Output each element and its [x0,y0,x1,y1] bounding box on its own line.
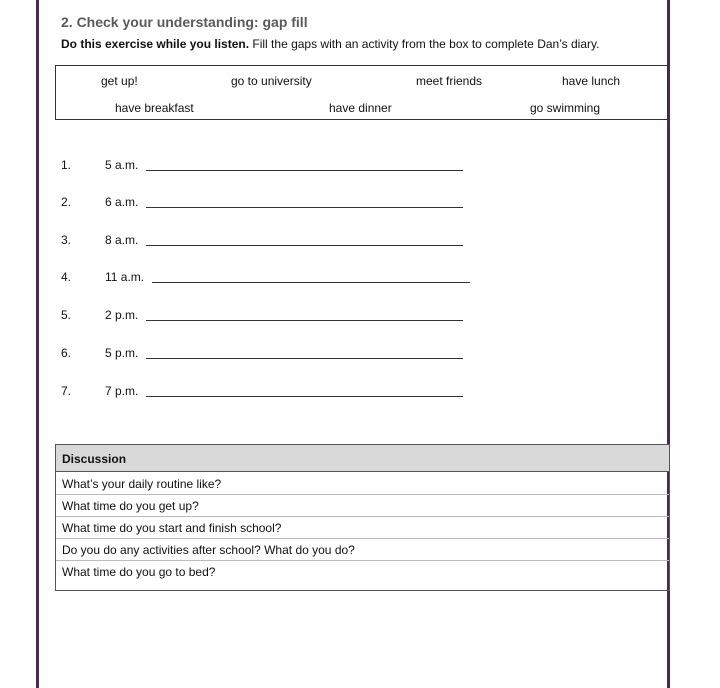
discussion-question-list [56,472,669,583]
word-box-item: get up! [101,74,138,88]
gap-number: 4. [61,270,72,284]
gap-time: 7 p.m. [105,384,139,398]
word-box-item: have dinner [329,101,392,115]
gap-item [0,158,720,178]
gap-item [0,384,720,404]
gap-item [0,233,720,253]
gap-item [0,346,720,366]
discussion-question: What time do you start and finish school? [56,517,669,539]
gap-answer-line[interactable] [146,396,463,397]
word-box-item: go to university [231,74,312,88]
gap-answer-line[interactable] [146,320,463,321]
gap-answer-line[interactable] [146,207,463,208]
gap-time: 8 a.m. [105,233,139,247]
instructions-bold: Do this exercise while you listen. [61,37,250,51]
gap-item [0,308,720,328]
page-border-left [36,0,39,688]
word-box-item: have lunch [562,74,621,88]
discussion-question: What’s your daily routine like? [56,473,669,495]
exercise-instructions [61,37,599,51]
instructions-rest: Fill the gaps with an activity from the box to complete Dan’s diary. [249,37,600,51]
gap-answer-line[interactable] [152,282,470,283]
discussion-title: Discussion [56,445,669,472]
word-box-item: go swimming [530,101,601,115]
word-box-item: meet friends [416,74,483,88]
gap-answer-line[interactable] [146,245,463,246]
gap-time: 5 p.m. [105,346,139,360]
gap-number: 5. [61,308,72,322]
gap-number: 3. [61,233,72,247]
gap-number: 2. [61,195,72,209]
gap-answer-line[interactable] [146,358,463,359]
gap-time: 2 p.m. [105,308,139,322]
gap-item [0,195,720,215]
gap-time: 11 a.m. [105,270,145,284]
discussion-question: Do you do any activities after school? What do you do? [56,539,669,561]
gap-number: 1. [61,158,72,172]
discussion-box [55,444,670,591]
gap-item [0,270,720,290]
gap-time: 5 a.m. [105,158,139,172]
gap-answer-line[interactable] [146,170,463,171]
gap-number: 6. [61,346,72,360]
word-box [55,65,668,120]
word-box-item: have breakfast [115,101,194,115]
gap-number: 7. [61,384,72,398]
discussion-question: What time do you go to bed? [62,565,216,579]
exercise-heading: 2. Check your understanding: gap fill [61,14,308,30]
discussion-question: What time do you get up? [56,495,669,517]
gap-time: 6 a.m. [105,195,139,209]
